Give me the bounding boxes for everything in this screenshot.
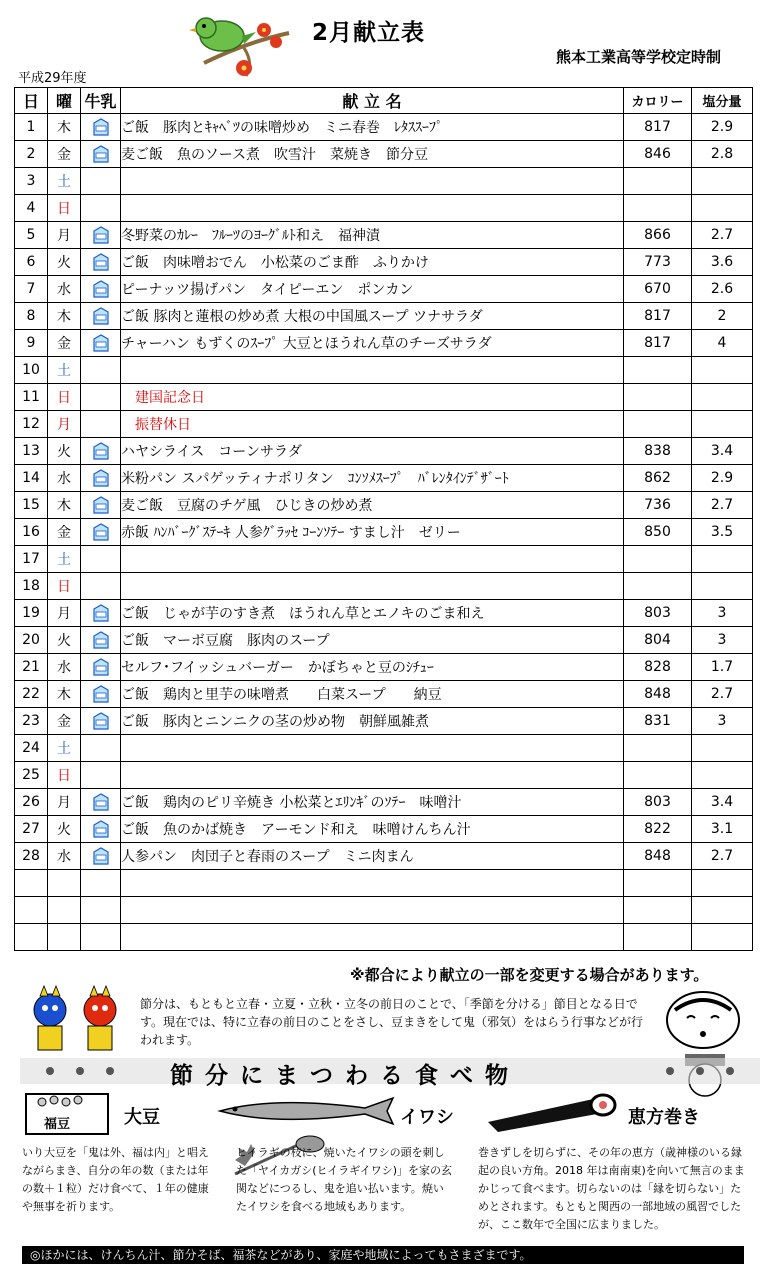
day-cell: 2 xyxy=(15,141,48,168)
milk-cell xyxy=(81,114,121,141)
day-cell: 20 xyxy=(15,627,48,654)
day-cell: 26 xyxy=(15,789,48,816)
day-cell: 13 xyxy=(15,438,48,465)
salt-cell: 2.7 xyxy=(692,681,753,708)
day-cell: 1 xyxy=(15,114,48,141)
calorie-cell xyxy=(624,195,692,222)
calorie-cell: 828 xyxy=(624,654,692,681)
milk-cell xyxy=(81,843,121,870)
column-header-menu: 献 立 名 xyxy=(121,88,624,114)
weekday-cell: 月 xyxy=(48,222,81,249)
table-row xyxy=(15,735,753,762)
table-row xyxy=(15,465,753,492)
milk-cell xyxy=(81,465,121,492)
calorie-cell xyxy=(624,573,692,600)
weekday-cell: 火 xyxy=(48,816,81,843)
calorie-cell: 850 xyxy=(624,519,692,546)
calorie-cell: 862 xyxy=(624,465,692,492)
menu-cell xyxy=(121,546,624,573)
calorie-cell xyxy=(624,384,692,411)
menu-cell: ご飯 豚肉とニンニクの茎の炒め物 朝鮮風雑煮 xyxy=(121,708,624,735)
salt-cell: 2.8 xyxy=(692,141,753,168)
day-cell: 7 xyxy=(15,276,48,303)
salt-cell: 3.4 xyxy=(692,789,753,816)
milk-carton-icon xyxy=(91,280,111,298)
weekday-cell xyxy=(48,897,81,924)
calorie-cell: 866 xyxy=(624,222,692,249)
calorie-cell xyxy=(624,762,692,789)
milk-cell xyxy=(81,384,121,411)
weekday-cell: 土 xyxy=(48,168,81,195)
table-row xyxy=(15,870,753,897)
weekday-cell: 日 xyxy=(48,195,81,222)
table-row xyxy=(15,141,753,168)
table-row xyxy=(15,114,753,141)
salt-cell xyxy=(692,411,753,438)
column-header-calories: カロリー xyxy=(624,88,692,114)
weekday-cell: 月 xyxy=(48,411,81,438)
milk-carton-icon xyxy=(91,145,111,163)
calorie-cell: 670 xyxy=(624,276,692,303)
sardine-label: イワシ xyxy=(400,1107,454,1128)
salt-cell: 3 xyxy=(692,600,753,627)
bean-label: 大豆 xyxy=(124,1107,160,1128)
table-row xyxy=(15,384,753,411)
weekday-cell: 日 xyxy=(48,573,81,600)
milk-cell xyxy=(81,627,121,654)
milk-cell xyxy=(81,276,121,303)
menu-cell: チャーハン もずくのｽｰﾌﾟ 大豆とほうれん草のチーズサラダ xyxy=(121,330,624,357)
day-cell: 23 xyxy=(15,708,48,735)
weekday-cell: 金 xyxy=(48,330,81,357)
weekday-cell: 水 xyxy=(48,843,81,870)
table-row xyxy=(15,411,753,438)
milk-carton-icon xyxy=(91,658,111,676)
milk-cell xyxy=(81,249,121,276)
milk-cell xyxy=(81,195,121,222)
milk-cell xyxy=(81,168,121,195)
milk-carton-icon xyxy=(91,712,111,730)
day-cell: 4 xyxy=(15,195,48,222)
menu-cell xyxy=(121,735,624,762)
calorie-cell xyxy=(624,546,692,573)
calorie-cell: 817 xyxy=(624,303,692,330)
weekday-cell: 木 xyxy=(48,114,81,141)
table-row xyxy=(15,303,753,330)
milk-cell xyxy=(81,816,121,843)
calorie-cell xyxy=(624,870,692,897)
milk-cell xyxy=(81,330,121,357)
table-row xyxy=(15,195,753,222)
table-row xyxy=(15,762,753,789)
milk-cell xyxy=(81,303,121,330)
sardine-illustration xyxy=(215,1096,395,1126)
menu-cell xyxy=(121,897,624,924)
weekday-cell: 火 xyxy=(48,438,81,465)
milk-carton-icon xyxy=(91,307,111,325)
salt-cell: 2.7 xyxy=(692,492,753,519)
table-row xyxy=(15,222,753,249)
day-cell: 9 xyxy=(15,330,48,357)
milk-carton-icon xyxy=(91,469,111,487)
table-row xyxy=(15,276,753,303)
table-row xyxy=(15,816,753,843)
column-header-milk: 牛乳 xyxy=(81,88,121,114)
calorie-cell: 848 xyxy=(624,681,692,708)
weekday-cell: 火 xyxy=(48,249,81,276)
milk-cell xyxy=(81,924,121,951)
menu-cell: ご飯 マーボ豆腐 豚肉のスープ xyxy=(121,627,624,654)
bird-plum-illustration xyxy=(184,8,294,78)
menu-cell: ご飯 肉味噌おでん 小松菜のごま酢 ふりかけ xyxy=(121,249,624,276)
day-cell: 12 xyxy=(15,411,48,438)
setsubun-intro: 節分は、もともと立春・立夏・立秋・立冬の前日のことで、「季節を分ける」節目となる日です。現在では、特に立春の前日のことをさし、豆まきをして鬼（邪気）をはらう行事などが行われます。 xyxy=(140,997,644,1047)
day-cell: 5 xyxy=(15,222,48,249)
milk-carton-icon xyxy=(91,442,111,460)
day-cell: 28 xyxy=(15,843,48,870)
menu-cell xyxy=(121,870,624,897)
day-cell: 27 xyxy=(15,816,48,843)
menu-cell: 人参パン 肉団子と春雨のスープ ミニ肉まん xyxy=(121,843,624,870)
weekday-cell: 日 xyxy=(48,762,81,789)
day-cell: 24 xyxy=(15,735,48,762)
calorie-cell: 831 xyxy=(624,708,692,735)
table-row xyxy=(15,573,753,600)
weekday-cell xyxy=(48,870,81,897)
menu-cell xyxy=(121,573,624,600)
calorie-cell: 838 xyxy=(624,438,692,465)
day-cell: 6 xyxy=(15,249,48,276)
day-cell: 15 xyxy=(15,492,48,519)
day-cell: 3 xyxy=(15,168,48,195)
milk-carton-icon xyxy=(91,631,111,649)
day-cell: 21 xyxy=(15,654,48,681)
milk-carton-icon xyxy=(91,118,111,136)
milk-carton-icon xyxy=(91,334,111,352)
calorie-cell: 773 xyxy=(624,249,692,276)
day-cell: 22 xyxy=(15,681,48,708)
menu-table xyxy=(14,87,753,951)
weekday-cell: 土 xyxy=(48,735,81,762)
weekday-cell: 土 xyxy=(48,546,81,573)
weekday-cell: 水 xyxy=(48,654,81,681)
column-header-salt: 塩分量 xyxy=(692,88,753,114)
weekday-cell: 火 xyxy=(48,627,81,654)
milk-cell xyxy=(81,573,121,600)
weekday-cell xyxy=(48,924,81,951)
day-cell xyxy=(15,870,48,897)
change-notice: ※都合により献立の一部を変更する場合があります。 xyxy=(350,966,709,984)
bean-description: いり大豆を「鬼は外、福は内」と唱えながらまき、自分の年の数（または年の数＋１粒）だけ食べて、１年の健康や無事を祈ります。 xyxy=(22,1146,209,1213)
salt-cell: 2.7 xyxy=(692,222,753,249)
calorie-cell xyxy=(624,357,692,384)
day-cell: 19 xyxy=(15,600,48,627)
calorie-cell xyxy=(624,924,692,951)
milk-carton-icon xyxy=(91,226,111,244)
milk-cell xyxy=(81,870,121,897)
salt-cell: 2.7 xyxy=(692,843,753,870)
menu-cell: 麦ご飯 魚のソース煮 吹雪汁 菜焼き 節分豆 xyxy=(121,141,624,168)
day-cell: 10 xyxy=(15,357,48,384)
milk-cell xyxy=(81,222,121,249)
weekday-cell: 金 xyxy=(48,141,81,168)
menu-cell xyxy=(121,924,624,951)
menu-cell xyxy=(121,762,624,789)
table-row xyxy=(15,924,753,951)
milk-cell xyxy=(81,357,121,384)
table-row xyxy=(15,519,753,546)
milk-cell xyxy=(81,438,121,465)
menu-table-body xyxy=(15,114,753,951)
menu-cell: 冬野菜のｶﾚｰ ﾌﾙｰﾂのﾖｰｸﾞﾙﾄ和え 福神漬 xyxy=(121,222,624,249)
menu-cell: ハヤシライス コーンサラダ xyxy=(121,438,624,465)
calorie-cell xyxy=(624,168,692,195)
salt-cell xyxy=(692,870,753,897)
calorie-cell: 848 xyxy=(624,843,692,870)
table-row xyxy=(15,546,753,573)
salt-cell: 4 xyxy=(692,330,753,357)
ehomaki-illustration xyxy=(478,1092,623,1132)
weekday-cell: 月 xyxy=(48,600,81,627)
milk-cell xyxy=(81,654,121,681)
salt-cell: 3.5 xyxy=(692,519,753,546)
table-row xyxy=(15,708,753,735)
menu-cell: ご飯 豚肉とｷｬﾍﾞﾂの味噌炒め ミニ春巻 ﾚﾀｽｽｰﾌﾟ xyxy=(121,114,624,141)
calorie-cell: 804 xyxy=(624,627,692,654)
salt-cell xyxy=(692,168,753,195)
salt-cell: 1.7 xyxy=(692,654,753,681)
school-name: 熊本工業高等学校定時制 xyxy=(556,48,722,66)
milk-carton-icon xyxy=(91,604,111,622)
salt-cell: 2.9 xyxy=(692,114,753,141)
calorie-cell xyxy=(624,411,692,438)
salt-cell: 3.6 xyxy=(692,249,753,276)
menu-cell: ご飯 鶏肉のピリ辛焼き 小松菜とｴﾘﾝｷﾞのｿﾃｰ 味噌汁 xyxy=(121,789,624,816)
table-row xyxy=(15,330,753,357)
menu-cell xyxy=(121,168,624,195)
weekday-cell: 土 xyxy=(48,357,81,384)
table-row xyxy=(15,600,753,627)
page-title: 2月献立表 xyxy=(312,20,426,46)
salt-cell: 2.6 xyxy=(692,276,753,303)
day-cell: 11 xyxy=(15,384,48,411)
salt-cell xyxy=(692,357,753,384)
weekday-cell: 木 xyxy=(48,303,81,330)
milk-carton-icon xyxy=(91,685,111,703)
weekday-cell: 日 xyxy=(48,384,81,411)
table-row xyxy=(15,897,753,924)
milk-cell xyxy=(81,735,121,762)
salt-cell: 2.9 xyxy=(692,465,753,492)
weekday-cell: 金 xyxy=(48,708,81,735)
milk-cell xyxy=(81,681,121,708)
calorie-cell xyxy=(624,897,692,924)
day-cell: 25 xyxy=(15,762,48,789)
table-row xyxy=(15,654,753,681)
salt-cell xyxy=(692,924,753,951)
calorie-cell: 803 xyxy=(624,600,692,627)
calorie-cell: 803 xyxy=(624,789,692,816)
milk-carton-icon xyxy=(91,496,111,514)
weekday-cell: 金 xyxy=(48,519,81,546)
weekday-cell: 木 xyxy=(48,681,81,708)
milk-cell xyxy=(81,708,121,735)
calorie-cell: 817 xyxy=(624,330,692,357)
calorie-cell: 846 xyxy=(624,141,692,168)
milk-carton-icon xyxy=(91,523,111,541)
salt-cell: 3.1 xyxy=(692,816,753,843)
milk-cell xyxy=(81,546,121,573)
day-cell xyxy=(15,897,48,924)
weekday-cell: 木 xyxy=(48,492,81,519)
salt-cell xyxy=(692,735,753,762)
milk-cell xyxy=(81,789,121,816)
calorie-cell: 822 xyxy=(624,816,692,843)
ehomaki-label: 恵方巻き xyxy=(628,1107,700,1128)
milk-cell xyxy=(81,411,121,438)
salt-cell: 2 xyxy=(692,303,753,330)
menu-cell: ご飯 魚のかば焼き アーモンド和え 味噌けんちん汁 xyxy=(121,816,624,843)
salt-cell xyxy=(692,195,753,222)
salt-cell xyxy=(692,384,753,411)
milk-cell xyxy=(81,897,121,924)
salt-cell: 3.4 xyxy=(692,438,753,465)
footer-note: ◎ほかには、けんちん汁、節分そば、福茶などがあり、家庭や地域によってもさまざまです。 xyxy=(22,1246,744,1264)
menu-cell: セルフ･フイッシュバーガー かぼちゃと豆のｼﾁｭｰ xyxy=(121,654,624,681)
salt-cell xyxy=(692,573,753,600)
milk-carton-icon xyxy=(91,820,111,838)
menu-cell: 振替休日 xyxy=(121,411,624,438)
column-header-day: 日 xyxy=(15,88,48,114)
table-header-row xyxy=(15,88,753,114)
menu-cell: 建国記念日 xyxy=(121,384,624,411)
day-cell: 8 xyxy=(15,303,48,330)
table-row xyxy=(15,357,753,384)
calorie-cell xyxy=(624,735,692,762)
table-row xyxy=(15,438,753,465)
oni-illustration xyxy=(22,988,132,1058)
menu-cell: 赤飯 ﾊﾝﾊﾞｰｸﾞｽﾃｰｷ 人参ｸﾞﾗｯｾ ｺｰﾝｿﾃｰ すまし汁 ゼリー xyxy=(121,519,624,546)
weekday-cell: 水 xyxy=(48,276,81,303)
menu-cell: ご飯 じゃが芋のすき煮 ほうれん草とエノキのごま和え xyxy=(121,600,624,627)
column-header-weekday: 曜 xyxy=(48,88,81,114)
day-cell: 17 xyxy=(15,546,48,573)
calorie-cell: 817 xyxy=(624,114,692,141)
setsubun-banner: 節分にまつわる食べ物 xyxy=(170,1063,520,1089)
milk-cell xyxy=(81,141,121,168)
salt-cell xyxy=(692,762,753,789)
salt-cell xyxy=(692,897,753,924)
table-row xyxy=(15,627,753,654)
table-row xyxy=(15,492,753,519)
table-row xyxy=(15,681,753,708)
milk-carton-icon xyxy=(91,793,111,811)
menu-cell xyxy=(121,357,624,384)
table-row xyxy=(15,789,753,816)
weekday-cell: 月 xyxy=(48,789,81,816)
ehomaki-description: 巻きずしを切らずに、その年の恵方（歳神様のいる縁起の良い方角。2018 年は南南東)を向いて無言のままかじって食べます。切らないのは「縁を切らない」ためとされます。もともと関西の一部地域の風習でしたが、ここ数年で全国に広まりました。 xyxy=(478,1146,745,1231)
menu-cell: 麦ご飯 豆腐のチゲ風 ひじきの炒め煮 xyxy=(121,492,624,519)
menu-cell: ご飯 鶏肉と里芋の味噌煮 白菜スープ 納豆 xyxy=(121,681,624,708)
salt-cell: 3 xyxy=(692,708,753,735)
table-row xyxy=(15,168,753,195)
menu-cell: 米粉パン スパゲッティナポリタン ｺﾝｿﾒｽｰﾌﾟ ﾊﾞﾚﾝﾀｲﾝﾃﾞｻﾞｰﾄ xyxy=(121,465,624,492)
day-cell: 14 xyxy=(15,465,48,492)
table-row xyxy=(15,843,753,870)
day-cell: 18 xyxy=(15,573,48,600)
salt-cell: 3 xyxy=(692,627,753,654)
milk-cell xyxy=(81,492,121,519)
milk-carton-icon xyxy=(91,253,111,271)
fiscal-year: 平成29年度 xyxy=(18,71,87,86)
milk-cell xyxy=(81,519,121,546)
salt-cell xyxy=(692,546,753,573)
table-row xyxy=(15,249,753,276)
milk-carton-icon xyxy=(91,847,111,865)
day-cell: 16 xyxy=(15,519,48,546)
milk-cell xyxy=(81,762,121,789)
day-cell xyxy=(15,924,48,951)
menu-cell xyxy=(121,195,624,222)
bean-box-label: 福豆 xyxy=(44,1117,71,1132)
menu-cell: ピーナッツ揚げパン タイピーエン ポンカン xyxy=(121,276,624,303)
sardine-description: ヒイラギの枝に、焼いたイワシの頭を刺した「ヤイカガシ(ヒイラギイワシ)」を家の玄関などにつるし、鬼を追い払います。焼いたイワシを食べる地域もあります。 xyxy=(236,1146,453,1213)
milk-cell xyxy=(81,600,121,627)
menu-cell: ご飯 豚肉と蓮根の炒め煮 大根の中国風スープ ツナサラダ xyxy=(121,303,624,330)
calorie-cell: 736 xyxy=(624,492,692,519)
weekday-cell: 水 xyxy=(48,465,81,492)
